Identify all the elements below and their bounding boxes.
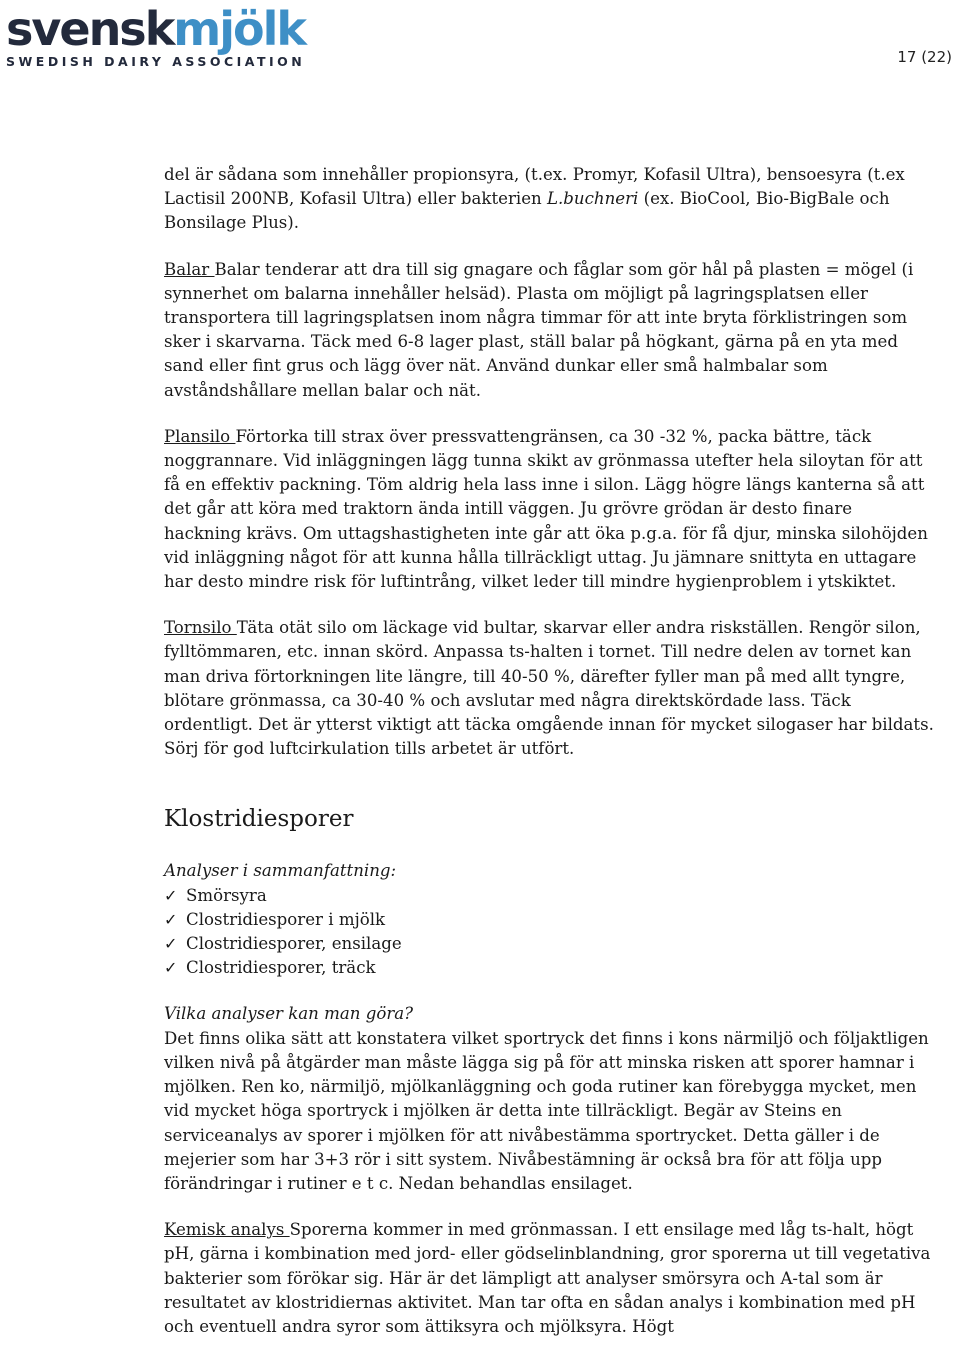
intro-text-end: (ex. BioCool, Bio-BigBale och Bonsilage Plus). <box>164 189 890 233</box>
list-item-label: Clostridiesporer i mjölk <box>186 909 386 929</box>
vilka-title: Vilka analyser kan man göra? <box>164 1004 414 1024</box>
list-item <box>164 884 934 908</box>
checkmark-icon: ✓ <box>164 934 178 954</box>
list-item-label: Smörsyra <box>186 885 267 905</box>
logo-subtitle: SWEDISH DAIRY ASSOCIATION <box>6 54 306 69</box>
list-item <box>164 956 934 980</box>
kemisk-heading: Kemisk analys <box>164 1220 290 1240</box>
svensk-mjolk-logo <box>6 2 305 69</box>
checkmark-icon: ✓ <box>164 885 178 905</box>
list-item <box>164 908 934 932</box>
tornsilo-heading: Tornsilo <box>164 618 237 638</box>
section-title: Klostridiesporer <box>164 806 354 833</box>
checkmark-icon: ✓ <box>164 958 178 978</box>
page-number: 17 (22) <box>897 48 952 66</box>
list-item-label: Clostridiesporer, träck <box>186 958 376 978</box>
balar-paragraph <box>164 258 934 403</box>
vilka-paragraph: Det finns olika sätt att konstatera vilket sportryck det finns i kons närmiljö och följaktligen vilken nivå på åtgärder man måste lägga sig på för att minska risken att sporer hamnar i mjölken. Ren ko, närmiljö, mjölkanläggning och goda rutiner kan förebygga mycket, men vid mycket höga sportryck i mjölken är detta inte tillräckligt. Begär av Steins en serviceanalys av sporer i mjölken för att nivåbestämma sportrycket. Detta gäller i de mejerier som har 3+3 rör i sitt system. Nivåbestämning är också bra för att följa upp förändringar i rutiner e t c. Nedan behandlas ensilaget. <box>164 1028 929 1193</box>
list-item <box>164 932 934 956</box>
balar-text: Balar tenderar att dra till sig gnagare och fåglar som gör hål på plasten = mögel (i synnerhet om balarna innehåller helsäd). Plasta om möjligt på lagringsplatsen eller transportera till lagringsplatsen inom några timmar för att inte bryta förklistringen som sker i skarvarna. Täck med 6-8 lager plast, ställ balar på högkant, gärna på en yta med sand eller fint grus och lägg över nät. Använd dunkar eller små halmbalar som avståndshållare mellan balar och nät. <box>164 259 914 400</box>
logo-part-mjolk: mjölk <box>173 2 305 56</box>
logo-wordmark <box>6 2 305 56</box>
plansilo-paragraph <box>164 425 934 594</box>
kemisk-text: Sporerna kommer in med grönmassan. I ett ensilage med låg ts-halt, högt pH, gärna i kombination med jord- eller gödselinblandning, gror sporerna ut till vegetativa bakterier som förökar sig. Här är det lämpligt att analyser smörsyra och A-tal som är resultatet av klostridiernas aktivitet. Man tar ofta en sådan analys i kombination med pH och eventuell andra syror som ättiksyra och mjölksyra. Högt <box>164 1220 931 1336</box>
analyser-list <box>164 884 934 981</box>
tornsilo-paragraph <box>164 616 934 761</box>
analyser-title: Analyser i sammanfattning: <box>164 861 397 881</box>
intro-text: del är sådana som innehåller propionsyra, (t.ex. Promyr, Kofasil Ultra), bensoesyra (t.ex Lactisil 200NB, Kofasil Ultra) eller bakterien <box>164 165 905 209</box>
species-name: L.buchneri <box>546 189 639 209</box>
kemisk-paragraph <box>164 1218 934 1339</box>
document-body <box>164 163 934 1339</box>
plansilo-heading: Plansilo <box>164 426 236 446</box>
checkmark-icon: ✓ <box>164 909 178 929</box>
tornsilo-text: Täta otät silo om läckage vid bultar, skarvar eller andra riskställen. Rengör silon, fylltömmaren, etc. innan skörd. Anpassa ts-halten i tornet. Till nedre delen av tornet kan man driva förtorkningen lite längre, till 40-50 %, därefter fyller man på med allt tyngre, blötare grönmassa, ca 30-40 % och avslutar med några direktskördade lass. Täck ordentligt. Det är ytterst viktigt att täcka omgående innan för mycket silogaser har bildats. Sörj för god luftcirkulation tills arbetet är utfört. <box>164 618 934 759</box>
plansilo-text: Förtorka till strax över pressvattengränsen, ca 30 -32 %, packa bättre, täck noggrannare. Vid inläggningen lägg tunna skikt av grönmassa utefter hela siloytan för att få en effektiv packning. Töm aldrig hela lass inne i silon. Lägg högre längs kanterna så att det går att köra med traktorn ända intill väggen. Ju grövre grödan är desto finare hackning krävs. Om uttagshastigheten inte går att öka p.g.a. för få djur, minska silohöjden vid inläggning något för att kunna hålla tillräckligt uttag. Ju jämnare snittyta en uttagare har desto mindre risk för luftintrång, vilket leder till mindre hygienproblem i ytskiktet. <box>164 426 928 592</box>
logo-part-svensk: svensk <box>6 2 174 56</box>
intro-paragraph <box>164 163 934 236</box>
balar-heading: Balar <box>164 259 215 279</box>
list-item-label: Clostridiesporer, ensilage <box>186 934 402 954</box>
